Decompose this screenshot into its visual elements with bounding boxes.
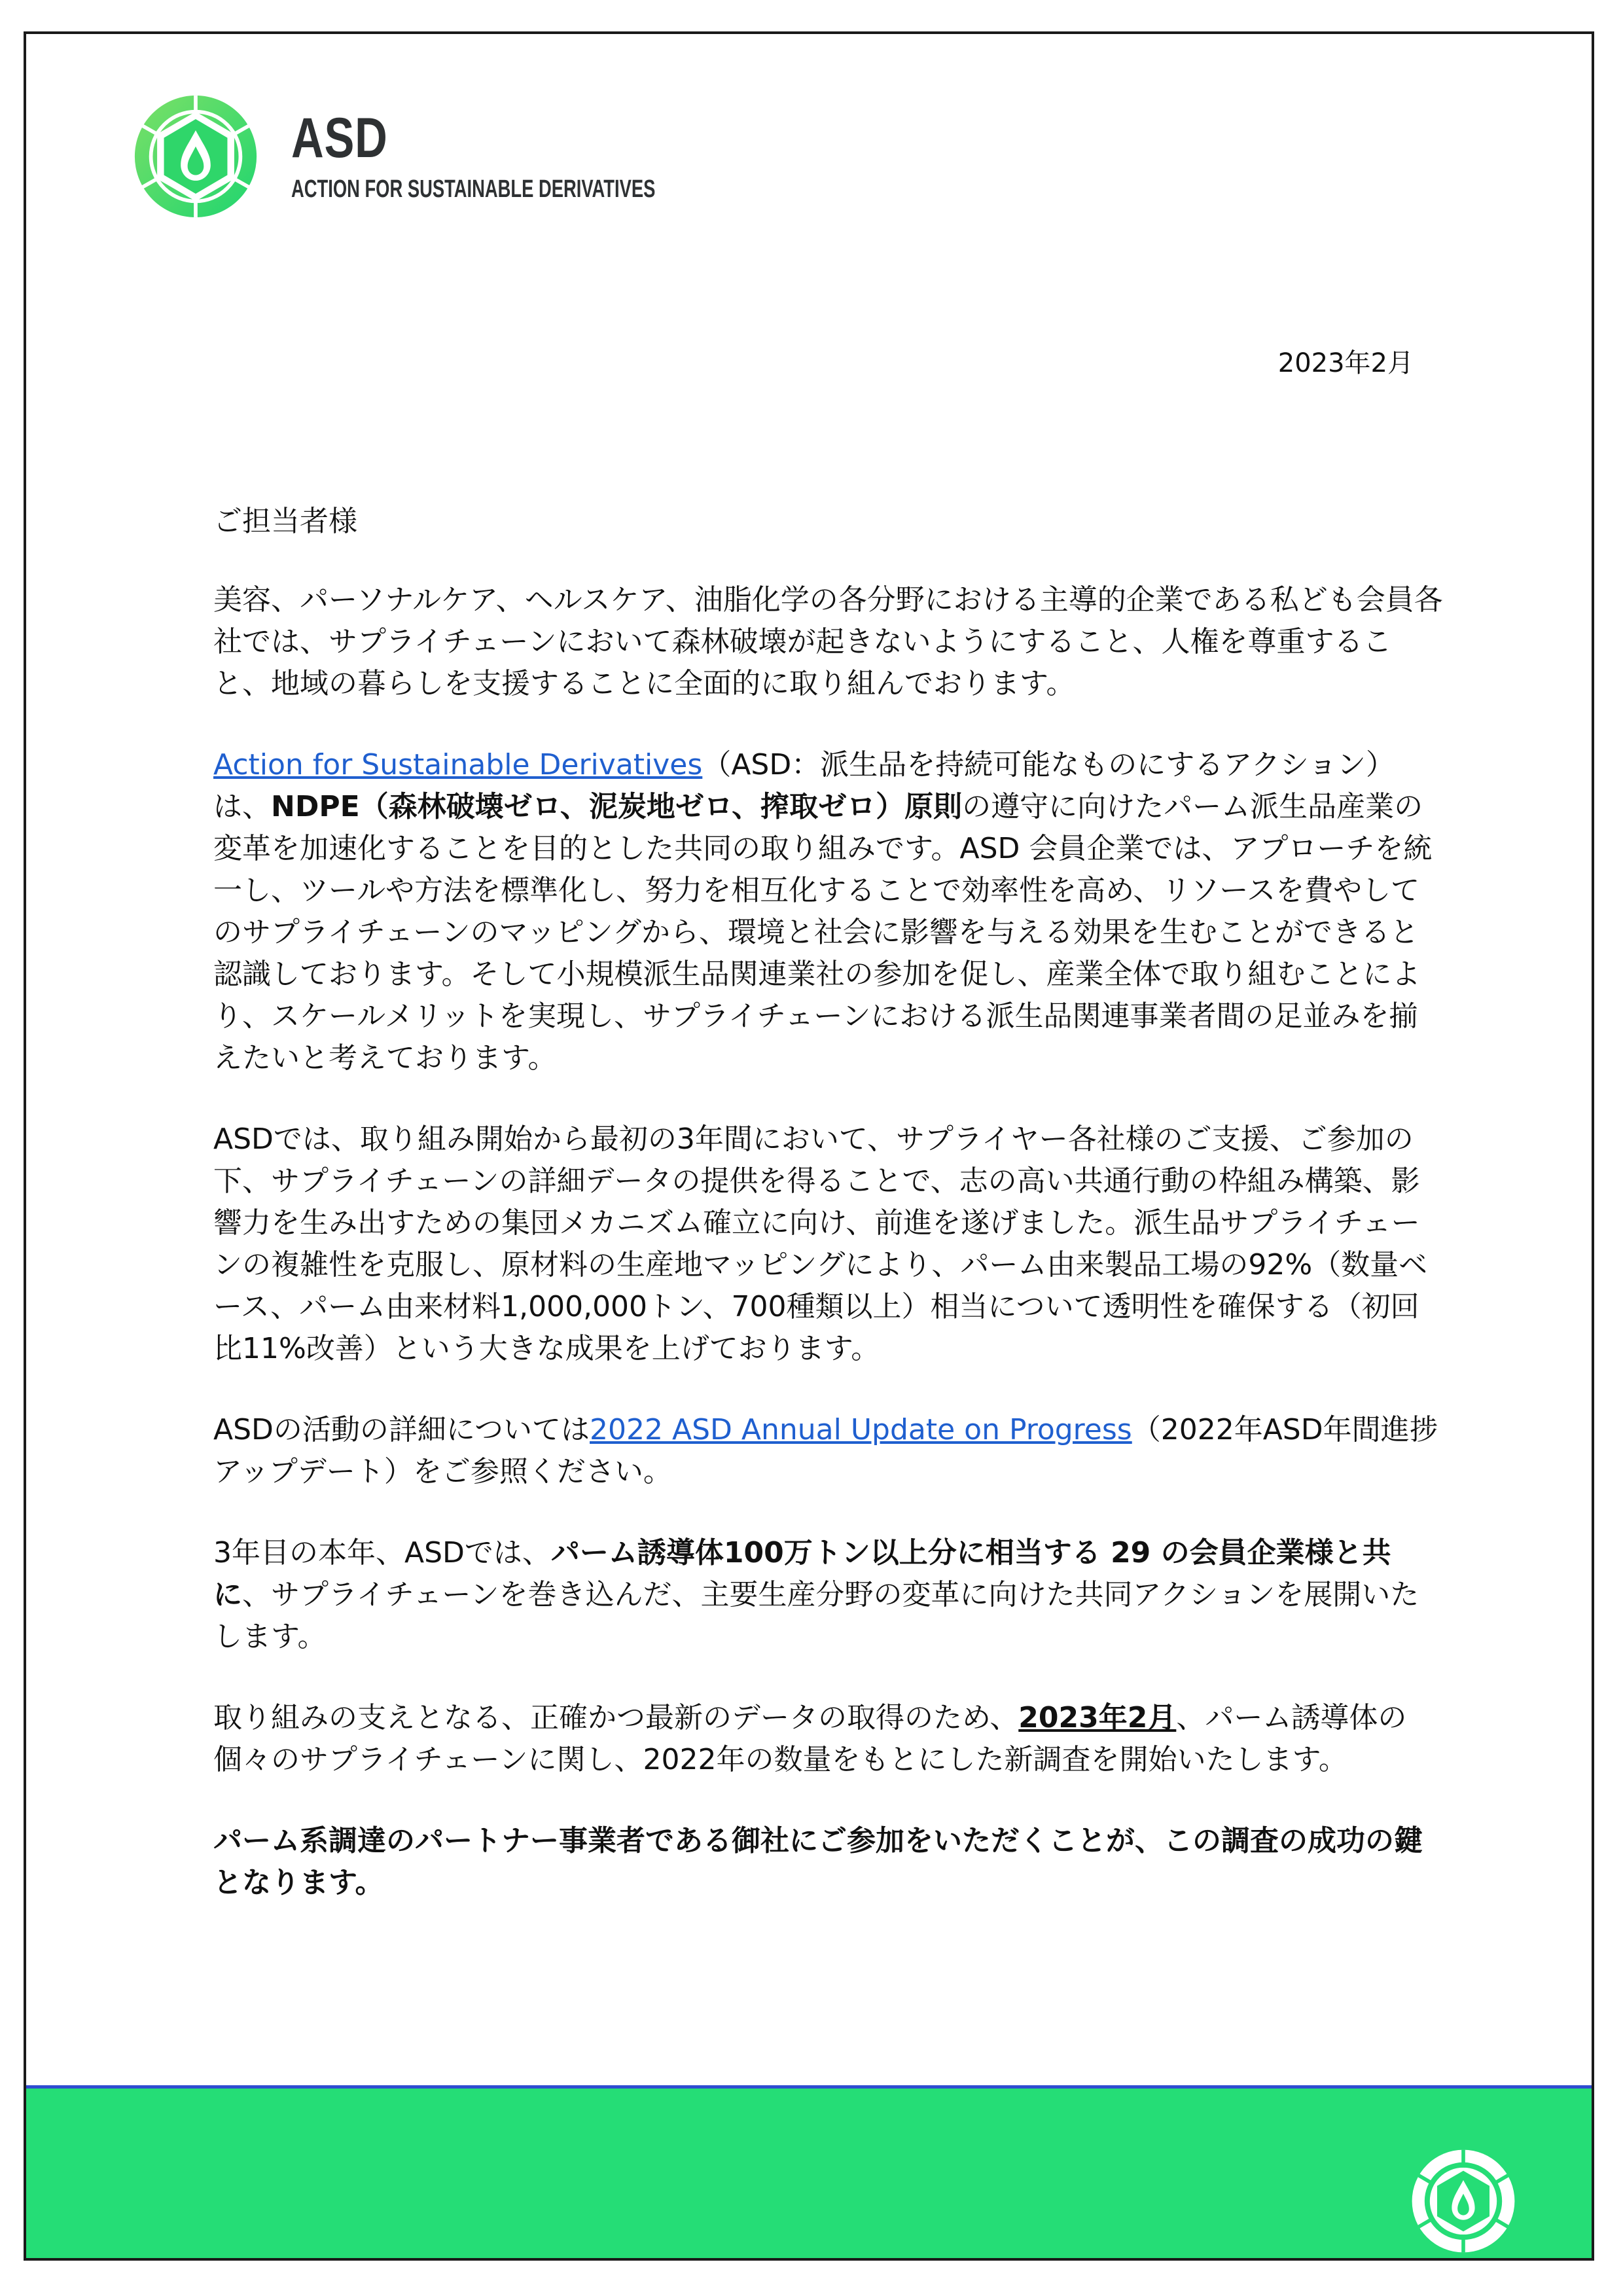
- footer-band: [26, 2089, 1592, 2258]
- paragraph-text: の遵守に向けたパーム派生品産業の変革を加速化することを目的とした共同の取り組みです。ASD 会員企業では、アプローチを統一し、ツールや方法を標準化し、努力を相互化することで効率性を高め、リソースを費やしてのサプライチェーンのマッピングから、環境と社会に影響を与える効果を生むことができると認識しております。そして小規模派生品関連業社の参加を促し、産業全体で取り組むことにより、スケールメリットを実現し、サプライチェーンにおける派生品関連事業者間の足並みを揃えたいと考えております。: [213, 790, 1433, 1075]
- paragraph-survey: [213, 1697, 1444, 1781]
- paragraph-progress: ASDでは、取り組み開始から最初の3年間において、サプライヤー各社様のご支援、ご参加の下、サプライチェーンの詳細データの提供を得ることで、志の高い共通行動の枠組み構築、影響力を生み出すための集団メカニズム確立に向け、前進を遂げました。派生品サプライチェーンの複雑性を克服し、原材料の生産地マッピングにより、パーム由来製品工場の92%（数量ベース、パーム由来材料1,000,000トン、700種類以上）相当について透明性を確保する（初回比11%改善）という大きな成果を上げております。: [213, 1122, 1428, 1365]
- asd-website-link[interactable]: Action for Sustainable Derivatives: [213, 748, 703, 781]
- paragraph-text: 3年目の本年、ASDでは、: [213, 1536, 551, 1570]
- paragraph-text: 、サプライチェーンを巻き込んだ、主要生産分野の変革に向けた共同アクションを展開いたします。: [213, 1578, 1419, 1653]
- letter-body: [213, 501, 1444, 1943]
- letter-page: [24, 31, 1594, 2261]
- letter-date: 2023年2月: [1277, 348, 1414, 378]
- asd-leaf-icon-white: [1411, 2149, 1516, 2253]
- paragraph-text: ASDの活動の詳細については: [213, 1413, 590, 1446]
- members-highlight: パーム誘導体100万トン以上分に相当する 29 の会員企業様と共に: [213, 1536, 1391, 1611]
- paragraph-text: （ASD：派生品を持続可能なものにするアクション）は、: [213, 748, 1395, 823]
- brand-tagline: ACTION FOR SUSTAINABLE DERIVATIVES: [291, 175, 656, 203]
- paragraph-third-year: [213, 1532, 1444, 1658]
- paragraph-about-asd: [213, 744, 1444, 1079]
- paragraph-intro: 美容、パーソナルケア、ヘルスケア、油脂化学の各分野における主導的企業である私ども会員各社では、サプライチェーンにおいて森林破壊が起きないようにすること、人権を尊重すること、地域の暮らしを支援することに全面的に取り組んでおります。: [213, 583, 1443, 700]
- paragraph-annual-update: [213, 1409, 1444, 1493]
- paragraph-text: （2022年ASD年間進捗アップデート）をご参照ください。: [213, 1413, 1438, 1488]
- annual-update-link[interactable]: 2022 ASD Annual Update on Progress: [590, 1413, 1132, 1446]
- brand-name: ASD: [291, 107, 388, 170]
- paragraph-text: 取り組みの支えとなる、正確かつ最新のデータの取得のため、: [213, 1701, 1019, 1734]
- survey-date: 2023年2月: [1018, 1701, 1177, 1734]
- paragraph-closing: パーム系調達のパートナー事業者である御社にご参加をいただくことが、この調査の成功の鍵となります。: [213, 1824, 1423, 1899]
- asd-leaf-icon: [134, 94, 258, 219]
- ndpe-principle-text: NDPE（森林破壊ゼロ、泥炭地ゼロ、搾取ゼロ）原則: [271, 790, 963, 823]
- salutation: ご担当者様: [213, 505, 357, 538]
- paragraph-text: 、パーム誘導体の個々のサプライチェーンに関し、2022年の数量をもとにした新調査を開始いたします。: [213, 1701, 1407, 1776]
